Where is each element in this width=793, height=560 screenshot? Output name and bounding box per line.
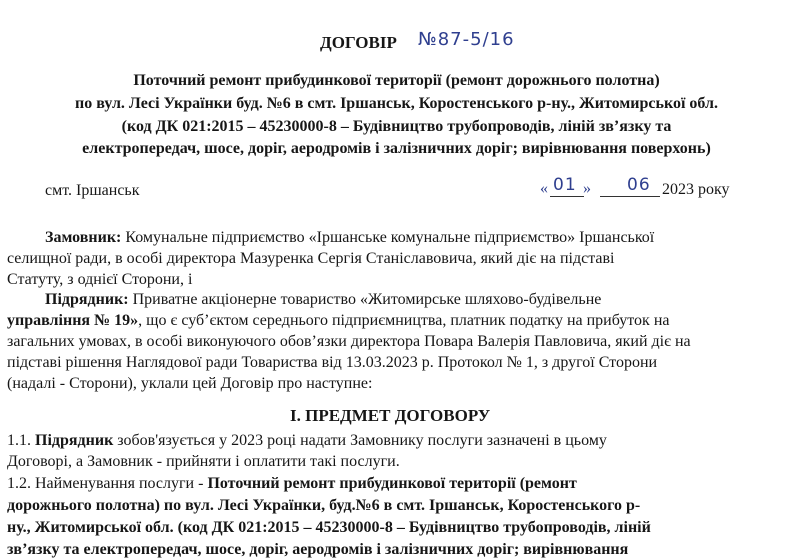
date-open-quote: « [540, 180, 548, 197]
date-day-handwritten: 01 [553, 175, 577, 195]
date-close-quote: » [583, 180, 591, 197]
contractor-line-4: підставі рішення Наглядової ради Товариства від 13.03.2023 р. Протокол № 1, з другої Сторони [7, 354, 658, 371]
contractor-line-1 [45, 291, 767, 309]
document-title: ДОГОВІР [320, 33, 397, 52]
customer-line-2: селищної ради, в особі директора Мазуренка Сергія Станіславовича, який діє на підставі [7, 250, 615, 267]
clause-1-2-service-name: Поточний ремонт прибудинкової території (ремонт [207, 475, 577, 492]
clause-1-1-contractor: Підрядник [35, 432, 114, 449]
contract-place: смт. Іршанськ [45, 182, 140, 199]
date-day-underline [550, 196, 584, 197]
clause-1-2-line-3: ну., Житомирської обл. (код ДК 021:2015 – 45230000-8 – Будівництво трубопроводів, ліній [7, 519, 651, 536]
clause-1-1-line-2: Договорі, а Замовник - прийняти і оплатити такі послуги. [7, 453, 400, 470]
handwritten-contract-number: №87-5/16 [418, 29, 515, 50]
contractor-line-2-text: , що є суб’єктом середнього підприємництва, платник податку на прибуток на [138, 312, 670, 329]
customer-line-3: Статуту, з однієї Сторони, і [7, 271, 193, 288]
contractor-line-5: (надалі - Сторони), уклали цей Договір про наступне: [7, 375, 373, 392]
date-month-underline [600, 196, 660, 197]
contractor-label: Підрядник: [45, 291, 129, 308]
contractor-line-3: загальних умовах, в особі виконуючого обов’язки директора Повара Валерія Павловича, який діє на [7, 333, 691, 350]
clause-1-2-line-4: зв’язку та електропередач, шосе, доріг, аеродромів і залізничних доріг; вирівнювання [7, 541, 629, 558]
contractor-line-2 [7, 312, 669, 330]
subject-line-4: електропередач, шосе, доріг, аеродромів і залізничних доріг; вирівнювання поверхонь) [82, 140, 711, 157]
clause-1-2-text: Найменування послуги - [31, 475, 208, 492]
customer-label: Замовник: [45, 229, 122, 246]
clause-1-2-line-2: дорожнього полотна) по вул. Лесі Українки, буд.№6 в смт. Іршанськ, Коростенського р- [7, 497, 641, 514]
date-month-handwritten: 06 [627, 175, 651, 195]
clause-1-1-line-1 [7, 432, 607, 450]
date-year: 2023 року [662, 181, 730, 198]
clause-1-2-line-1 [7, 475, 577, 493]
customer-line-1-text: Комунальне підприємство «Іршанське комунальне підприємство» Іршанської [125, 229, 655, 246]
subject-line-3: (код ДК 021:2015 – 45230000-8 – Будівництво трубопроводів, ліній зв’язку та [121, 118, 672, 135]
customer-line-1 [45, 229, 767, 247]
contractor-name-bold: управління № 19» [7, 312, 139, 329]
section-1-heading: I. ПРЕДМЕТ ДОГОВОРУ [290, 406, 491, 425]
clause-1-1-number: 1.1. [7, 432, 31, 449]
contractor-line-1-text: Приватне акціонерне товариство «Житомирське шляхово-будівельне [132, 291, 602, 308]
clause-1-1-text: зобов'язується у 2023 році надати Замовнику послуги зазначені в цьому [113, 432, 607, 449]
subject-line-2: по вул. Лесі Українки буд. №6 в смт. Іршанськ, Коростенського р-ну., Житомирської обл. [75, 95, 718, 112]
subject-line-1: Поточний ремонт прибудинкової території (ремонт дорожнього полотна) [133, 72, 660, 89]
clause-1-2-number: 1.2. [7, 475, 31, 492]
